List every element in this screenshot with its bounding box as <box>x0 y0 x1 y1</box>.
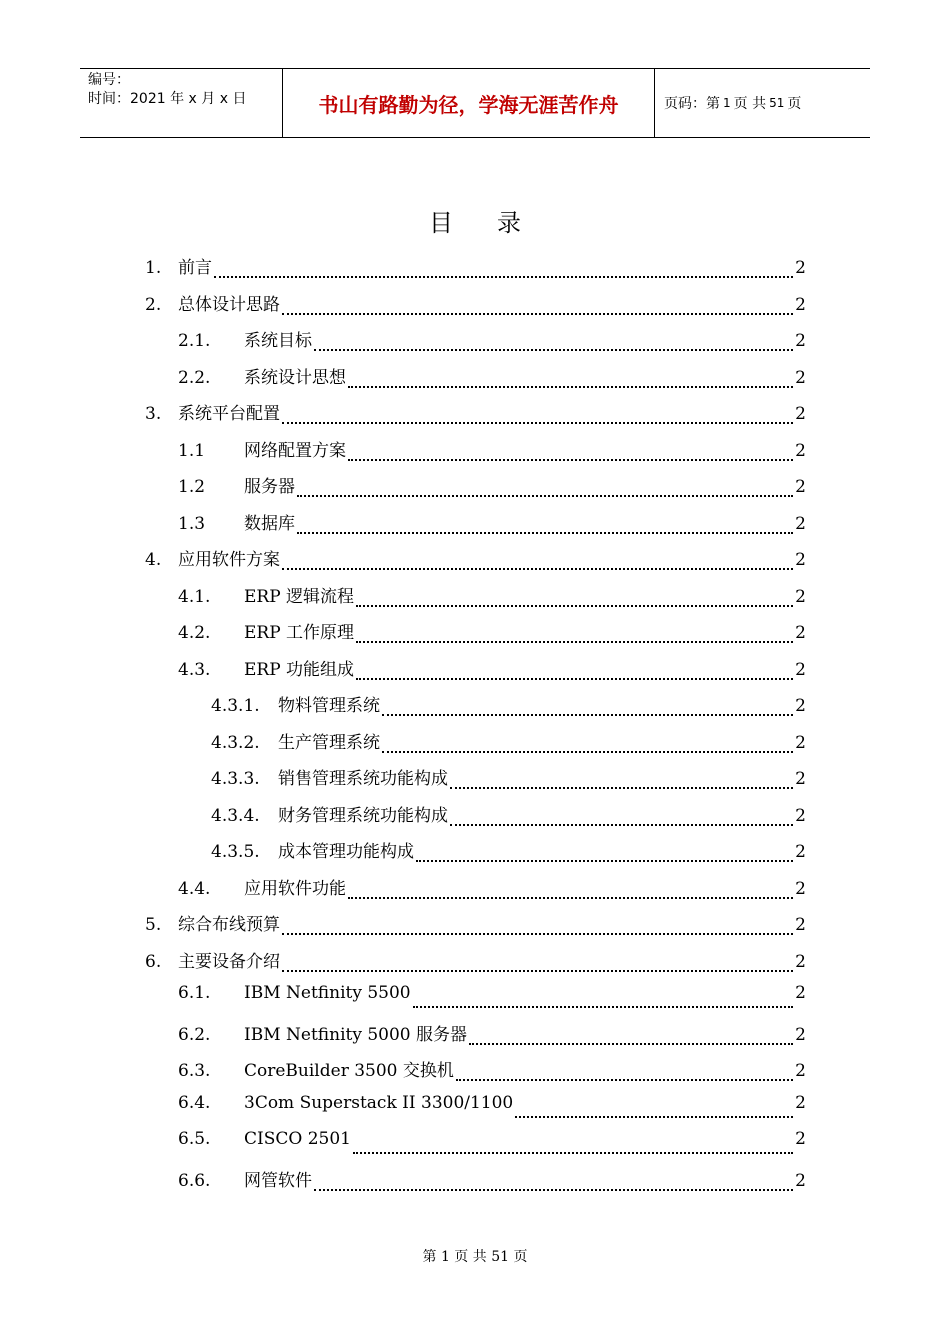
toc-dot-leader <box>450 786 793 789</box>
toc-entry-number: 6. <box>145 952 162 972</box>
toc-dot-leader <box>297 494 793 497</box>
toc-entry[interactable] <box>178 1093 806 1123</box>
toc-dot-leader <box>282 567 793 570</box>
toc-entry-label: 总体设计思路 <box>178 295 280 315</box>
toc-dot-leader <box>282 969 793 972</box>
toc-entry-page: 2 <box>795 331 806 351</box>
toc-entry-page: 2 <box>795 587 806 607</box>
toc-entry-label: 生产管理系统 <box>278 733 380 753</box>
toc-entry-page: 2 <box>795 441 806 461</box>
toc-entry[interactable] <box>145 910 806 940</box>
toc-dot-leader <box>282 312 793 315</box>
toc-entry[interactable] <box>145 253 806 283</box>
toc-dot-leader <box>353 1151 793 1154</box>
toc-entry-label: CISCO 2501 <box>244 1129 351 1149</box>
toc-entry-label: IBM Netfinity 5000 服务器 <box>244 1025 468 1045</box>
toc-entry-number: 4.3.3. <box>211 769 260 789</box>
toc-entry-number: 1. <box>145 258 162 278</box>
toc-entry-page: 2 <box>795 1171 806 1191</box>
toc-entry-number: 5. <box>145 915 162 935</box>
toc-dot-leader <box>348 385 793 388</box>
header-left-cell <box>80 69 282 137</box>
toc-entry-number: 2. <box>145 295 162 315</box>
toc-entry-page: 2 <box>795 1129 806 1149</box>
toc-entry-label: 系统设计思想 <box>244 368 346 388</box>
toc-entry-page: 2 <box>795 404 806 424</box>
toc-entry[interactable] <box>145 290 806 320</box>
toc-entry-label: 财务管理系统功能构成 <box>278 806 448 826</box>
toc-entry-number: 4.3. <box>178 660 211 680</box>
toc-entry-label: 综合布线预算 <box>178 915 280 935</box>
header-motto: 书山有路勤为径，学海无涯苦作舟 <box>282 69 655 137</box>
toc-entry-page: 2 <box>795 660 806 680</box>
toc-entry-number: 6.4. <box>178 1093 211 1113</box>
toc-entry[interactable] <box>145 947 806 977</box>
toc-entry[interactable] <box>211 691 806 721</box>
toc-dot-leader <box>382 750 793 753</box>
toc-entry-number: 4.3.1. <box>211 696 260 716</box>
toc-entry-number: 4.2. <box>178 623 211 643</box>
toc-entry-label: 系统平台配置 <box>178 404 280 424</box>
toc-dot-leader <box>456 1078 793 1081</box>
toc-entry[interactable] <box>178 1129 806 1159</box>
document-number-label: 编号： <box>88 72 130 88</box>
toc-entry-label: 主要设备介绍 <box>178 952 280 972</box>
toc-entry[interactable] <box>145 545 806 575</box>
toc-entry[interactable] <box>178 655 806 685</box>
toc-entry-label: 应用软件功能 <box>244 879 346 899</box>
toc-entry-page: 2 <box>795 258 806 278</box>
toc-entry[interactable] <box>178 1020 806 1050</box>
document-time-label: 时间：2021 年 x 月 x 日 <box>88 91 247 107</box>
toc-dot-leader <box>282 932 793 935</box>
toc-entry[interactable] <box>178 582 806 612</box>
toc-dot-leader <box>348 458 793 461</box>
toc-entry[interactable] <box>211 801 806 831</box>
toc-entry-page: 2 <box>795 769 806 789</box>
toc-entry-label: 销售管理系统功能构成 <box>278 769 448 789</box>
toc-entry-label: 前言 <box>178 258 212 278</box>
toc-entry-number: 2.2. <box>178 368 211 388</box>
toc-entry-number: 1.3 <box>178 514 206 534</box>
toc-entry-page: 2 <box>795 1093 806 1113</box>
toc-entry-label: 系统目标 <box>244 331 312 351</box>
header-page-info <box>655 69 870 137</box>
toc-dot-leader <box>348 896 793 899</box>
toc-entry-label: 物料管理系统 <box>278 696 380 716</box>
toc-dot-leader <box>450 823 793 826</box>
toc-entry-number: 2.1. <box>178 331 211 351</box>
toc-entry-page: 2 <box>795 550 806 570</box>
toc-entry-number: 6.2. <box>178 1025 211 1045</box>
toc-dot-leader <box>297 531 793 534</box>
toc-entry[interactable] <box>211 728 806 758</box>
toc-entry-page: 2 <box>795 368 806 388</box>
toc-dot-leader <box>356 640 793 643</box>
toc-entry-page: 2 <box>795 1061 806 1081</box>
toc-entry-number: 4. <box>145 550 162 570</box>
toc-entry-page: 2 <box>795 295 806 315</box>
toc-entry-number: 6.6. <box>178 1171 211 1191</box>
toc-entry-label: 成本管理功能构成 <box>278 842 414 862</box>
toc-entry-page: 2 <box>795 696 806 716</box>
toc-entry-number: 6.3. <box>178 1061 211 1081</box>
toc-entry[interactable] <box>178 618 806 648</box>
toc-entry-label: 服务器 <box>244 477 295 497</box>
toc-entry[interactable] <box>178 436 806 466</box>
page-suffix: 页 <box>787 96 802 112</box>
page-total: 51 <box>769 96 785 110</box>
toc-dot-leader <box>282 421 793 424</box>
toc-entry-label: 网管软件 <box>244 1171 312 1191</box>
toc-dot-leader <box>413 1005 794 1008</box>
toc-entry-number: 1.2 <box>178 477 206 497</box>
toc-entry-label: ERP 工作原理 <box>244 623 355 643</box>
toc-entry-number: 3. <box>145 404 162 424</box>
page-footer: 第 1 页 共 51 页 <box>422 1249 528 1265</box>
toc-entry[interactable] <box>145 399 806 429</box>
toc-entry-number: 4.3.5. <box>211 842 260 862</box>
toc-dot-leader <box>515 1115 793 1118</box>
toc-entry[interactable] <box>178 472 806 502</box>
toc-entry-page: 2 <box>795 806 806 826</box>
toc-entry-label: ERP 逻辑流程 <box>244 587 355 607</box>
toc-entry-label: IBM Netfinity 5500 <box>244 983 411 1003</box>
toc-entry-page: 2 <box>795 879 806 899</box>
toc-dot-leader <box>314 1188 793 1191</box>
toc-entry-page: 2 <box>795 915 806 935</box>
page-current: 1 <box>723 96 731 110</box>
toc-entry-label: 应用软件方案 <box>178 550 280 570</box>
toc-entry-page: 2 <box>795 623 806 643</box>
toc-entry[interactable] <box>178 1056 806 1086</box>
toc-entry-page: 2 <box>795 1025 806 1045</box>
toc-entry-label: ERP 功能组成 <box>244 660 355 680</box>
toc-dot-leader <box>356 604 793 607</box>
toc-entry-number: 6.1. <box>178 983 211 1003</box>
toc-dot-leader <box>382 713 793 716</box>
toc-entry[interactable] <box>178 363 806 393</box>
toc-dot-leader <box>356 677 793 680</box>
toc-entry-label: 3Com Superstack II 3300/1100 <box>244 1093 514 1113</box>
toc-dot-leader <box>469 1042 793 1045</box>
toc-entry-label: 数据库 <box>244 514 295 534</box>
toc-entry-number: 4.4. <box>178 879 211 899</box>
toc-entry-page: 2 <box>795 477 806 497</box>
toc-entry-number: 1.1 <box>178 441 206 461</box>
toc-entry-page: 2 <box>795 842 806 862</box>
toc-entry[interactable] <box>178 509 806 539</box>
toc-entry-label: 网络配置方案 <box>244 441 346 461</box>
toc-entry-page: 2 <box>795 983 806 1003</box>
toc-entry-number: 4.3.2. <box>211 733 260 753</box>
toc-entry[interactable] <box>178 983 806 1013</box>
toc-title: 目录 <box>429 209 565 237</box>
toc-entry-number: 4.3.4. <box>211 806 260 826</box>
toc-entry[interactable] <box>211 764 806 794</box>
toc-entry-number: 6.5. <box>178 1129 211 1149</box>
toc-entry-number: 4.1. <box>178 587 211 607</box>
page-header <box>80 68 870 138</box>
toc-entry-page: 2 <box>795 952 806 972</box>
toc-entry-page: 2 <box>795 514 806 534</box>
toc-entry[interactable] <box>178 1166 806 1196</box>
page-mid: 页 共 <box>733 96 767 112</box>
toc-dot-leader <box>314 348 793 351</box>
toc-entry-page: 2 <box>795 733 806 753</box>
toc-dot-leader <box>416 859 793 862</box>
toc-entry[interactable] <box>178 874 806 904</box>
toc-entry-label: CoreBuilder 3500 交换机 <box>244 1061 454 1081</box>
page-prefix: 页码：第 <box>664 96 720 112</box>
toc-dot-leader <box>214 275 793 278</box>
toc-entry[interactable] <box>211 837 806 867</box>
toc-entry[interactable] <box>178 326 806 356</box>
